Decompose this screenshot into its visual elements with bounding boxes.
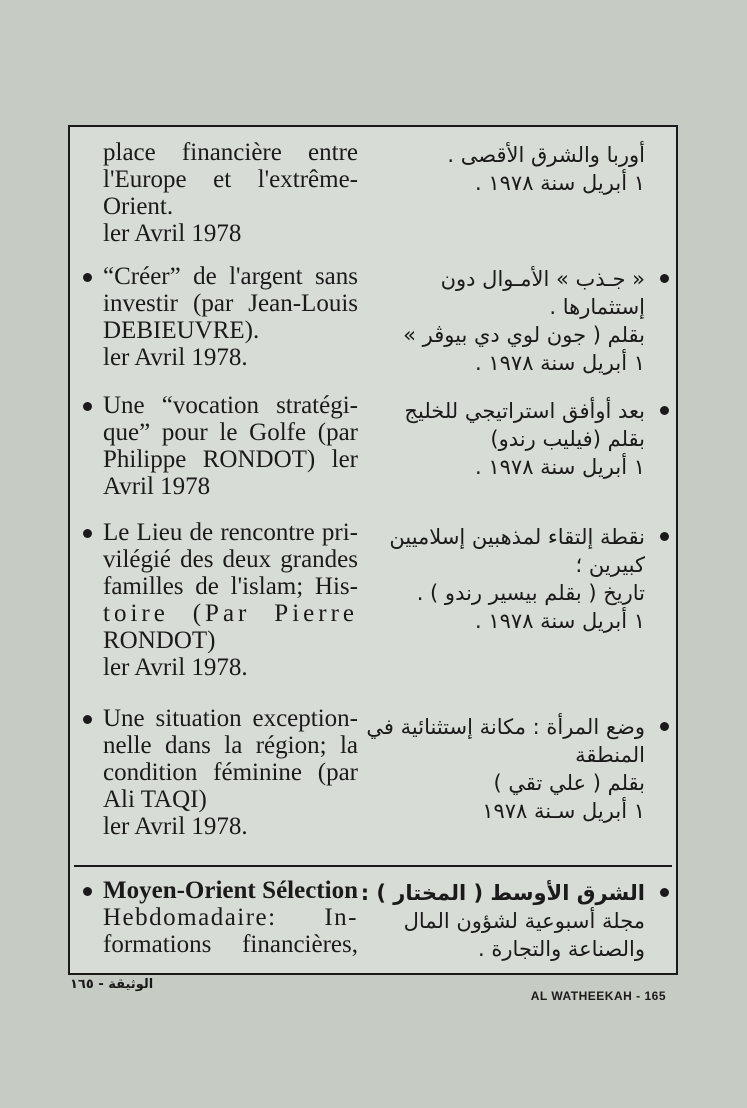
text-line: RONDOT) bbox=[103, 627, 216, 654]
text-line: toire (Par Pierre bbox=[103, 600, 358, 627]
text-line: بقلم (فيليب رندو) bbox=[490, 427, 645, 451]
text-line: وضع المرأة : مكانة إستثنائية في bbox=[366, 715, 645, 739]
text-line: « جـذب » الأمـوال دون bbox=[440, 267, 645, 291]
text-line: ١ أبريل سنة ١٩٧٨ . bbox=[475, 171, 645, 195]
ar-entry-5 bbox=[360, 879, 645, 963]
text-line: place financière entre bbox=[103, 139, 358, 166]
ar-entry-1 bbox=[370, 265, 645, 377]
text-line: ler Avril 1978 bbox=[103, 220, 242, 247]
bullet-icon bbox=[660, 406, 669, 415]
section-divider bbox=[74, 865, 672, 867]
text-line: بعد أوأفق استراتيجي للخليج bbox=[404, 399, 645, 423]
fr-entry-5 bbox=[103, 877, 358, 958]
text-line: ١ أبريل سنة ١٩٧٨ . bbox=[475, 609, 645, 633]
text-line: ler Avril 1978. bbox=[103, 813, 248, 840]
text-line: Hebdomadaire: In- bbox=[103, 904, 358, 931]
text-line: Philippe RONDOT) ler bbox=[103, 446, 358, 473]
text-line: Ali TAQI) bbox=[103, 786, 207, 813]
fr-entry-0 bbox=[103, 139, 358, 247]
text-line: ١ أبريل سنة ١٩٧٨ . bbox=[475, 351, 645, 375]
text-line: Le Lieu de rencontre pri- bbox=[103, 519, 358, 546]
text-line: مجلة أسبوعية لشؤون المال bbox=[403, 909, 645, 933]
text-line: نقطة إلتقاء لمذهبين إسلاميين bbox=[389, 525, 645, 549]
text-line: كبيرين ؛ bbox=[575, 553, 645, 577]
text-line: الشرق الأوسط ( المختار ) : bbox=[360, 881, 645, 905]
text-line: ler Avril 1978. bbox=[103, 654, 248, 681]
text-line: que” pour le Golfe (par bbox=[103, 419, 358, 446]
text-line: Une situation exception- bbox=[103, 705, 358, 732]
ar-entry-2 bbox=[370, 397, 645, 481]
text-line: vilégié des deux grandes bbox=[103, 546, 358, 573]
ar-entry-3 bbox=[370, 523, 645, 635]
bullet-icon bbox=[83, 273, 92, 282]
text-line: Moyen-Orient Sélection bbox=[103, 877, 358, 904]
text-line: بقلم ( علي تقي ) bbox=[493, 771, 645, 795]
text-line: ١ أبريل سـنة ١٩٧٨ bbox=[482, 799, 645, 823]
page-frame bbox=[68, 125, 678, 975]
ar-entry-4 bbox=[366, 713, 645, 825]
bullet-icon bbox=[83, 402, 92, 411]
text-line: nelle dans la région; la bbox=[103, 732, 358, 759]
text-line: المنطقة bbox=[575, 743, 645, 767]
text-line: formations financières, bbox=[103, 931, 358, 958]
bullet-icon bbox=[660, 274, 669, 283]
text-line: DEBIEUVRE). bbox=[103, 317, 260, 344]
text-line: Une “vocation stratégi- bbox=[103, 392, 358, 419]
text-line: بقلم ( جون لوي دي بيوڤر » bbox=[403, 323, 645, 347]
bullet-icon bbox=[660, 888, 669, 897]
text-line: l'Europe et l'extrême- bbox=[103, 166, 358, 193]
text-line: إستثمارها . bbox=[549, 295, 645, 319]
text-line: ler Avril 1978. bbox=[103, 344, 248, 371]
fr-entry-4 bbox=[103, 705, 358, 840]
bullet-icon bbox=[660, 722, 669, 731]
text-line: تاريخ ( بقلم بيسير رندو ) . bbox=[416, 581, 645, 605]
ar-entry-0 bbox=[370, 141, 645, 197]
footer-page-label: AL WATHEEKAH - 165 bbox=[530, 989, 666, 1003]
bullet-icon bbox=[83, 887, 92, 896]
fr-entry-3 bbox=[103, 519, 358, 681]
bullet-icon bbox=[83, 529, 92, 538]
footer-arabic: الوثيقة - ١٦٥ bbox=[70, 977, 154, 992]
text-line: ١ أبريل سنة ١٩٧٨ . bbox=[475, 455, 645, 479]
text-line: Avril 1978 bbox=[103, 473, 211, 500]
fr-entry-2 bbox=[103, 392, 358, 500]
text-line: Orient. bbox=[103, 193, 174, 220]
text-line: familles de l'islam; His- bbox=[103, 573, 358, 600]
bullet-icon bbox=[83, 715, 92, 724]
text-line: condition féminine (par bbox=[103, 759, 358, 786]
text-line: والصناعة والتجارة . bbox=[478, 937, 645, 961]
text-line: “Créer” de l'argent sans bbox=[103, 263, 358, 290]
text-line: أوربا والشرق الأقصى . bbox=[447, 143, 645, 167]
fr-entry-1 bbox=[103, 263, 358, 371]
text-line: investir (par Jean-Louis bbox=[103, 290, 358, 317]
bullet-icon bbox=[660, 532, 669, 541]
